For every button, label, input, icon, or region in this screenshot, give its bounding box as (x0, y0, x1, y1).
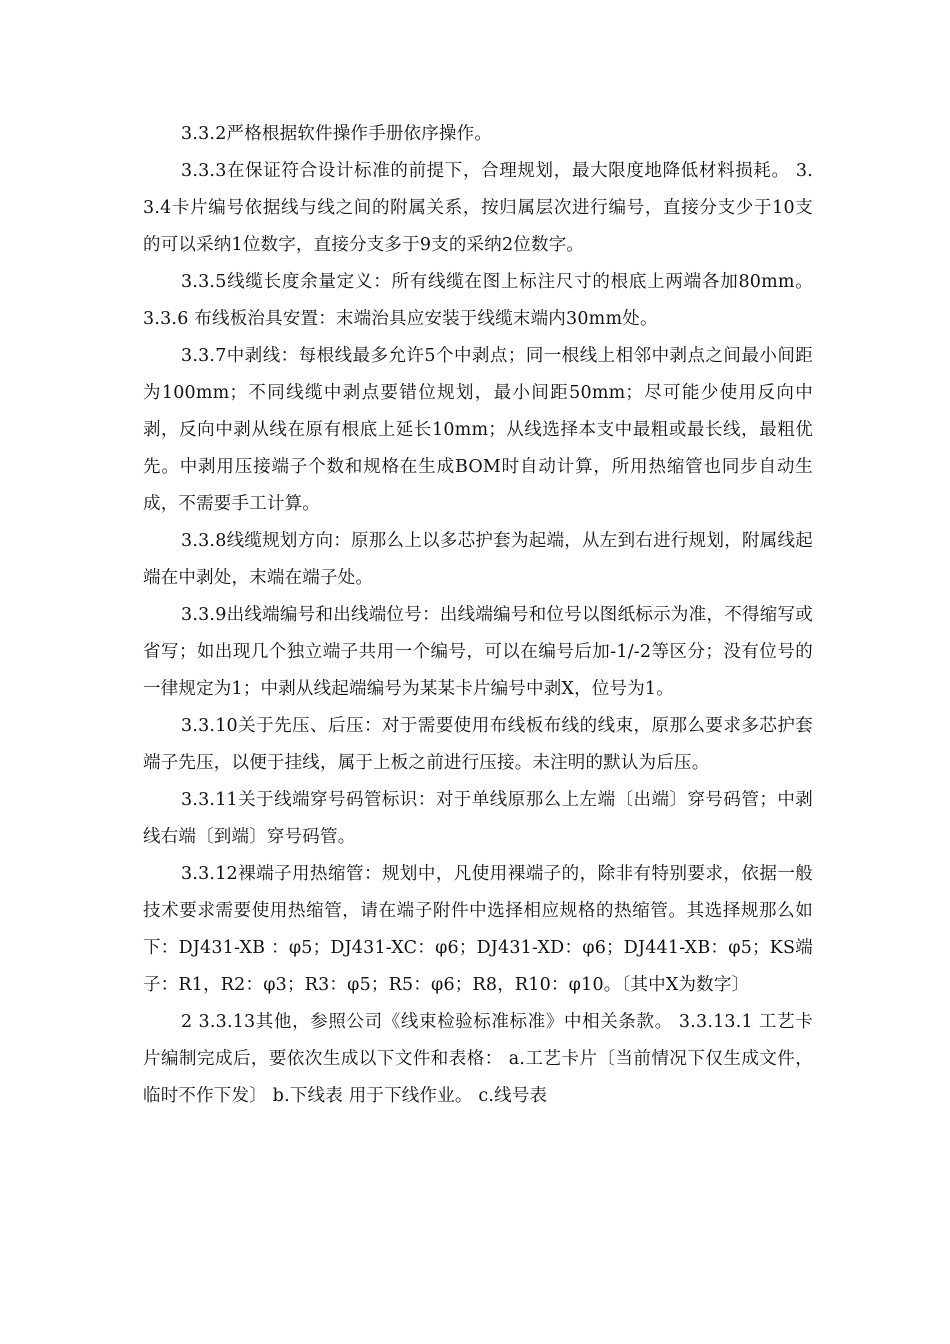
paragraph-3-3-8: 3.3.8线缆规划方向：原那么上以多芯护套为起端，从左到右进行规划，附属线起端在中剥处，末端在端子处。 (143, 531, 813, 588)
paragraph-3-3-2: 3.3.2严格根据软件操作手册依序操作。 (181, 124, 493, 144)
paragraph-3-3-13: 2 3.3.13其他，参照公司《线束检验标准标准》中相关条款。 3.3.13.1 工艺卡片编制完成后，要依次生成以下文件和表格： a.工艺卡片〔当前情况下仅生成文件，临时不作下发〕 b.下线表 用于下线作业。 c.线号表 (143, 1012, 813, 1106)
paragraph-3-3-5: 3.3.5线缆长度余量定义：所有线缆在图上标注尺寸的根底上两端各加80mm。 3.3.6 布线板治具安置：末端治具应安装于线缆末端内30mm处。 (143, 272, 813, 329)
paragraph-3-3-3: 3.3.3在保证符合设计标准的前提下，合理规划，最大限度地降低材料损耗。 3.3.4卡片编号依据线与线之间的附属关系，按归属层次进行编号，直接分支少于10支的可以采纳1位数字，直接分支多于9支的采纳2位数字。 (143, 161, 813, 255)
paragraph-3-3-11: 3.3.11关于线端穿号码管标识：对于单线原那么上左端〔出端〕穿号码管；中剥线右端〔到端〕穿号码管。 (143, 790, 813, 847)
paragraph-3-3-12: 3.3.12裸端子用热缩管：规划中，凡使用裸端子的，除非有特别要求，依据一般技术要求需要使用热缩管，请在端子附件中选择相应规格的热缩管。其选择规那么如下：DJ431-XB ：φ5；DJ431-XC：φ6；DJ431-XD：φ6；DJ441-XB：φ5；KS端子：R1，R2：φ3；R3：φ5；R5：φ6；R8，R10：φ10。〔其中X为数字〕 (143, 864, 813, 995)
document-body (143, 116, 813, 1115)
paragraph-3-3-10: 3.3.10关于先压、后压：对于需要使用布线板布线的线束，原那么要求多芯护套端子先压，以便于挂线，属于上板之前进行压接。未注明的默认为后压。 (143, 716, 813, 773)
paragraph-3-3-7: 3.3.7中剥线：每根线最多允许5个中剥点；同一根线上相邻中剥点之间最小间距为100mm；不同线缆中剥点要错位规划，最小间距50mm；尽可能少使用反向中剥，反向中剥从线在原有根底上延长10mm；从线选择本支中最粗或最长线，最粗优先。中剥用压接端子个数和规格在生成BOM时自动计算，所用热缩管也同步自动生成，不需要手工计算。 (143, 346, 813, 514)
paragraph-3-3-9: 3.3.9出线端编号和出线端位号：出线端编号和位号以图纸标示为准，不得缩写或省写；如出现几个独立端子共用一个编号，可以在编号后加-1/-2等区分；没有位号的一律规定为1；中剥从线起端编号为某某卡片编号中剥X，位号为1。 (143, 605, 813, 699)
